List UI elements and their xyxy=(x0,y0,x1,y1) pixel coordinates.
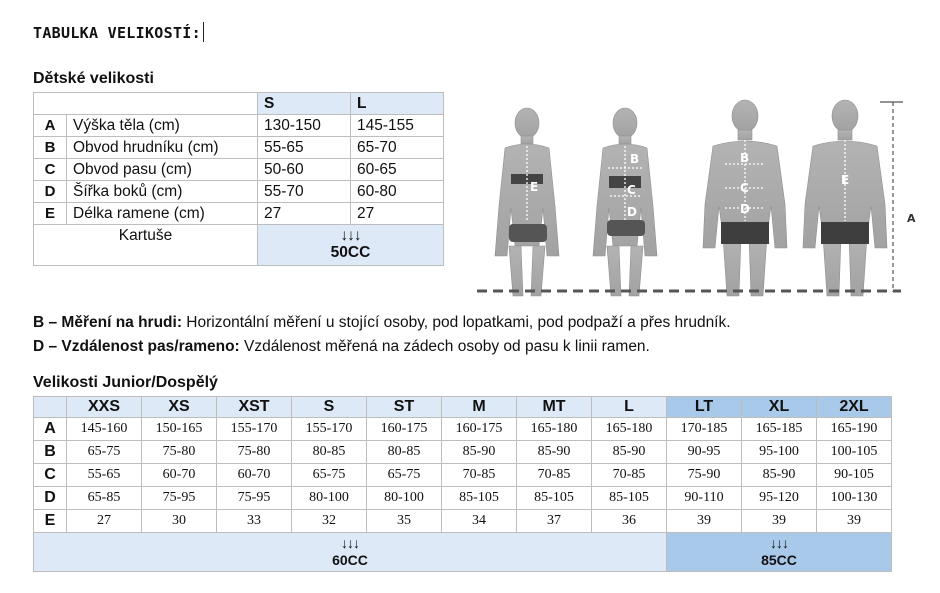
table-cell: 39 xyxy=(667,510,742,533)
size-header: 2XL xyxy=(817,397,892,418)
table-cell: 27 xyxy=(67,510,142,533)
table-cell: 37 xyxy=(517,510,592,533)
table-cell: 75-90 xyxy=(667,464,742,487)
table-cell: 80-85 xyxy=(367,441,442,464)
table-cell: 85-105 xyxy=(592,487,667,510)
table-cell: 55-65 xyxy=(67,464,142,487)
table-cell: 85-90 xyxy=(442,441,517,464)
table-cell: 85-90 xyxy=(517,441,592,464)
label-a: A xyxy=(907,212,916,225)
table-cell: 65-70 xyxy=(351,137,444,159)
note-text: Vzdálenost měřená na zádech osoby od pasu k linii ramen. xyxy=(239,338,650,355)
body-measurement-figure xyxy=(475,96,925,301)
table-header-row xyxy=(34,93,444,115)
table-cell: 90-110 xyxy=(667,487,742,510)
measurement-labels xyxy=(530,151,849,219)
size-header: M xyxy=(442,397,517,418)
empty-header-cell xyxy=(34,93,258,115)
table-row xyxy=(34,510,892,533)
table-cell: 70-85 xyxy=(442,464,517,487)
kids-size-table xyxy=(33,92,444,266)
size-header: XS xyxy=(142,397,217,418)
table-cell: 55-70 xyxy=(258,181,351,203)
table-cell: 36 xyxy=(592,510,667,533)
adult-size-table xyxy=(33,396,892,572)
table-cell: 60-65 xyxy=(351,159,444,181)
table-cell: 170-185 xyxy=(667,418,742,441)
row-label: Šířka boků (cm) xyxy=(67,181,258,203)
table-cell: 80-100 xyxy=(367,487,442,510)
table-cell: 55-65 xyxy=(258,137,351,159)
table-cell: 70-85 xyxy=(517,464,592,487)
row-label: Délka ramene (cm) xyxy=(67,203,258,225)
female-front-bottom xyxy=(607,220,645,236)
table-cell: 50-60 xyxy=(258,159,351,181)
table-cell: 70-85 xyxy=(592,464,667,487)
row-letter: A xyxy=(34,418,67,441)
size-header: XST xyxy=(217,397,292,418)
female-bottom xyxy=(509,224,547,242)
table-cell: 155-170 xyxy=(217,418,292,441)
table-cell: 150-165 xyxy=(142,418,217,441)
note-term: D – Vzdálenost pas/rameno: xyxy=(33,338,240,355)
table-cell: 80-85 xyxy=(292,441,367,464)
empty-header-cell xyxy=(34,397,67,418)
size-header: XXS xyxy=(67,397,142,418)
table-cell: 27 xyxy=(351,203,444,225)
size-header: XL xyxy=(742,397,817,418)
table-cell: 39 xyxy=(742,510,817,533)
label-e-female: E xyxy=(530,180,539,194)
table-cell: 85-105 xyxy=(517,487,592,510)
size-header-l: L xyxy=(351,93,444,115)
table-cell: 165-180 xyxy=(517,418,592,441)
table-cell: 32 xyxy=(292,510,367,533)
table-cell: 65-85 xyxy=(67,487,142,510)
table-row xyxy=(34,203,444,225)
label-b-male: B xyxy=(740,151,750,165)
row-letter: A xyxy=(34,115,67,137)
table-cell: 145-160 xyxy=(67,418,142,441)
row-letter: D xyxy=(34,181,67,203)
table-cell: 145-155 xyxy=(351,115,444,137)
table-cell: 75-80 xyxy=(217,441,292,464)
label-e-male: E xyxy=(841,173,850,187)
male-back-shorts xyxy=(821,222,869,244)
table-cell: 65-75 xyxy=(292,464,367,487)
table-cell: 34 xyxy=(442,510,517,533)
note-d xyxy=(33,338,650,356)
kids-heading: Dětské velikosti xyxy=(33,70,154,87)
table-cell: 90-105 xyxy=(817,464,892,487)
table-cell: 65-75 xyxy=(367,464,442,487)
text-cursor xyxy=(203,22,204,42)
row-label: Obvod pasu (cm) xyxy=(67,159,258,181)
male-front-shorts xyxy=(721,222,769,244)
table-cell: 33 xyxy=(217,510,292,533)
note-term: B – Měření na hrudi: xyxy=(33,314,182,331)
table-row xyxy=(34,487,892,510)
table-cell: 155-170 xyxy=(292,418,367,441)
table-cell: 85-105 xyxy=(442,487,517,510)
table-row xyxy=(34,181,444,203)
cartridge-row xyxy=(34,533,892,572)
table-cell: 65-75 xyxy=(67,441,142,464)
size-header: LT xyxy=(667,397,742,418)
table-cell: 95-120 xyxy=(742,487,817,510)
row-letter: E xyxy=(34,203,67,225)
table-cell: 35 xyxy=(367,510,442,533)
label-c-male: C xyxy=(740,181,749,195)
table-cell: 85-90 xyxy=(742,464,817,487)
table-cell: 75-80 xyxy=(142,441,217,464)
cartridge-row xyxy=(34,225,444,266)
size-header: MT xyxy=(517,397,592,418)
table-cell: 39 xyxy=(817,510,892,533)
table-cell: 60-80 xyxy=(351,181,444,203)
table-cell: 100-105 xyxy=(817,441,892,464)
table-row xyxy=(34,441,892,464)
table-cell: 75-95 xyxy=(217,487,292,510)
down-arrows-icon: ↓↓↓ xyxy=(341,535,359,551)
table-cell: 100-130 xyxy=(817,487,892,510)
note-text: Horizontální měření u stojící osoby, pod lopatkami, pod podpaží a přes hrudník. xyxy=(182,314,731,331)
table-cell: 80-100 xyxy=(292,487,367,510)
row-label: Výška těla (cm) xyxy=(67,115,258,137)
row-letter: D xyxy=(34,487,67,510)
label-c-female: C xyxy=(627,183,636,197)
table-cell: 165-180 xyxy=(592,418,667,441)
row-letter: B xyxy=(34,137,67,159)
table-cell: 27 xyxy=(258,203,351,225)
row-letter: C xyxy=(34,464,67,487)
table-cell: 85-90 xyxy=(592,441,667,464)
table-cell: 165-185 xyxy=(742,418,817,441)
row-letter: E xyxy=(34,510,67,533)
table-cell: 95-100 xyxy=(742,441,817,464)
size-header: L xyxy=(592,397,667,418)
table-cell: 60-70 xyxy=(142,464,217,487)
table-cell: 75-95 xyxy=(142,487,217,510)
table-row xyxy=(34,115,444,137)
table-cell: 160-175 xyxy=(367,418,442,441)
table-cell: 30 xyxy=(142,510,217,533)
row-letter: B xyxy=(34,441,67,464)
cartridge-label: Kartuše xyxy=(34,225,258,266)
table-row xyxy=(34,418,892,441)
cartridge-value: 85CC xyxy=(761,552,797,568)
table-header-row xyxy=(34,397,892,418)
table-row xyxy=(34,159,444,181)
size-header: S xyxy=(292,397,367,418)
table-cell: 130-150 xyxy=(258,115,351,137)
table-cell: 165-190 xyxy=(817,418,892,441)
page-title: TABULKA VELIKOSTÍ: xyxy=(33,22,204,42)
table-row xyxy=(34,137,444,159)
size-header: ST xyxy=(367,397,442,418)
table-row xyxy=(34,464,892,487)
table-cell: 160-175 xyxy=(442,418,517,441)
cartridge-cell xyxy=(258,225,444,266)
table-cell: 90-95 xyxy=(667,441,742,464)
down-arrows-icon: ↓↓↓ xyxy=(340,227,361,244)
cartridge-cell-85cc xyxy=(667,533,892,572)
note-b xyxy=(33,314,731,332)
cartridge-cell-60cc xyxy=(34,533,667,572)
label-b-female: B xyxy=(630,152,640,166)
down-arrows-icon: ↓↓↓ xyxy=(770,535,788,551)
cartridge-value: 60CC xyxy=(332,552,368,568)
label-d-male: D xyxy=(740,202,750,216)
cartridge-value: 50CC xyxy=(330,244,371,261)
label-d-female: D xyxy=(627,205,637,219)
row-letter: C xyxy=(34,159,67,181)
row-label: Obvod hrudníku (cm) xyxy=(67,137,258,159)
size-header-s: S xyxy=(258,93,351,115)
measurement-guides xyxy=(527,140,845,221)
adult-heading: Velikosti Junior/Dospělý xyxy=(33,374,218,391)
table-cell: 60-70 xyxy=(217,464,292,487)
